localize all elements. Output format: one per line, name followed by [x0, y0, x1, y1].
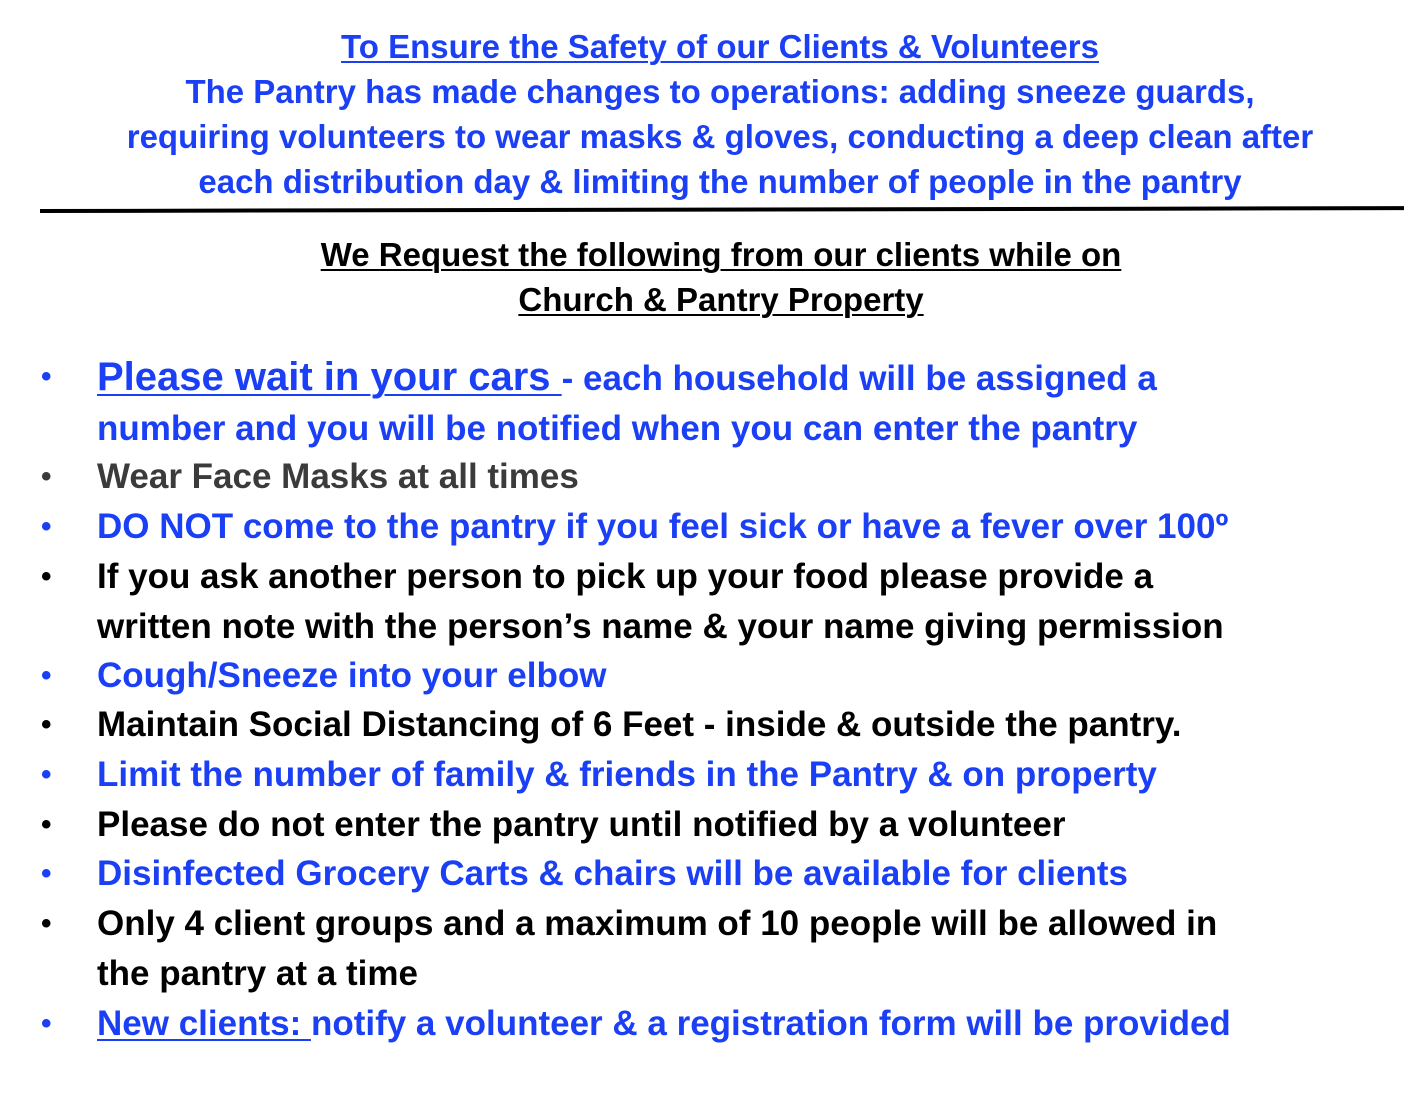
item-text-line-1: Only 4 client groups and a maximum of 10 people will be allowed in: [97, 904, 1218, 943]
item-lead-new-clients: New clients:: [97, 1004, 311, 1043]
bullet-icon: •: [41, 659, 52, 692]
list-item-social-distancing: [41, 700, 1417, 750]
list-item-face-masks: [41, 452, 1417, 502]
divider-line: [40, 206, 1404, 213]
safety-text-line-1: The Pantry has made changes to operations: adding sneeze guards,: [185, 73, 1255, 110]
request-line-1: We Request the following from our clients while on: [320, 236, 1122, 273]
list-item-cough-sneeze: [41, 651, 1417, 701]
bullet-icon: •: [41, 510, 52, 543]
item-text-line-2: number and you will be notified when you can enter the pantry: [97, 409, 1138, 448]
list-item-wait-notified: [41, 800, 1417, 850]
safety-text-line-2: requiring volunteers to wear masks & gloves, conducting a deep clean after: [126, 118, 1314, 155]
item-text: DO NOT come to the pantry if you feel sick or have a fever over 100º: [97, 507, 1229, 546]
list-item-limit-family: [41, 750, 1417, 800]
request-heading: [0, 232, 1428, 322]
list-item-wait-in-cars: [41, 352, 1417, 454]
safety-text-line-3: each distribution day & limiting the number of people in the pantry: [198, 163, 1242, 200]
item-text: Wear Face Masks at all times: [97, 457, 579, 496]
item-text-line-1: - each household will be assigned a: [561, 359, 1157, 398]
list-item-do-not-come-sick: [41, 502, 1417, 552]
bullet-icon: •: [41, 1007, 52, 1040]
request-line-2: Church & Pantry Property: [518, 281, 924, 318]
bullet-icon: •: [41, 360, 52, 393]
item-text: Please do not enter the pantry until notified by a volunteer: [97, 805, 1066, 844]
bullet-icon: •: [41, 808, 52, 841]
item-text: Limit the number of family & friends in the Pantry & on property: [97, 755, 1157, 794]
bullet-icon: •: [41, 560, 52, 593]
list-item-pickup-permission: [41, 552, 1417, 652]
list-item-new-clients: [41, 999, 1417, 1049]
item-text-line-2: written note with the person’s name & your name giving permission: [97, 607, 1224, 646]
bullet-icon: •: [41, 857, 52, 890]
bullet-icon: •: [41, 708, 52, 741]
bullet-icon: •: [41, 907, 52, 940]
bullet-icon: •: [41, 460, 52, 493]
item-text-line-1: If you ask another person to pick up your food please provide a: [97, 557, 1154, 596]
item-text-line-2: the pantry at a time: [97, 954, 418, 993]
bullet-icon: •: [41, 758, 52, 791]
item-text: Cough/Sneeze into your elbow: [97, 656, 607, 695]
item-text: notify a volunteer & a registration form will be provided: [310, 1004, 1231, 1043]
safety-header: [0, 24, 1428, 204]
safety-title: To Ensure the Safety of our Clients & Volunteers: [341, 28, 1099, 65]
list-item-disinfected-carts: [41, 849, 1417, 899]
item-text: Maintain Social Distancing of 6 Feet - inside & outside the pantry.: [97, 705, 1182, 744]
item-lead-wait-in-cars: Please wait in your cars: [97, 355, 562, 399]
item-text: Disinfected Grocery Carts & chairs will be available for clients: [97, 854, 1128, 893]
list-item-client-groups-limit: [41, 899, 1417, 999]
